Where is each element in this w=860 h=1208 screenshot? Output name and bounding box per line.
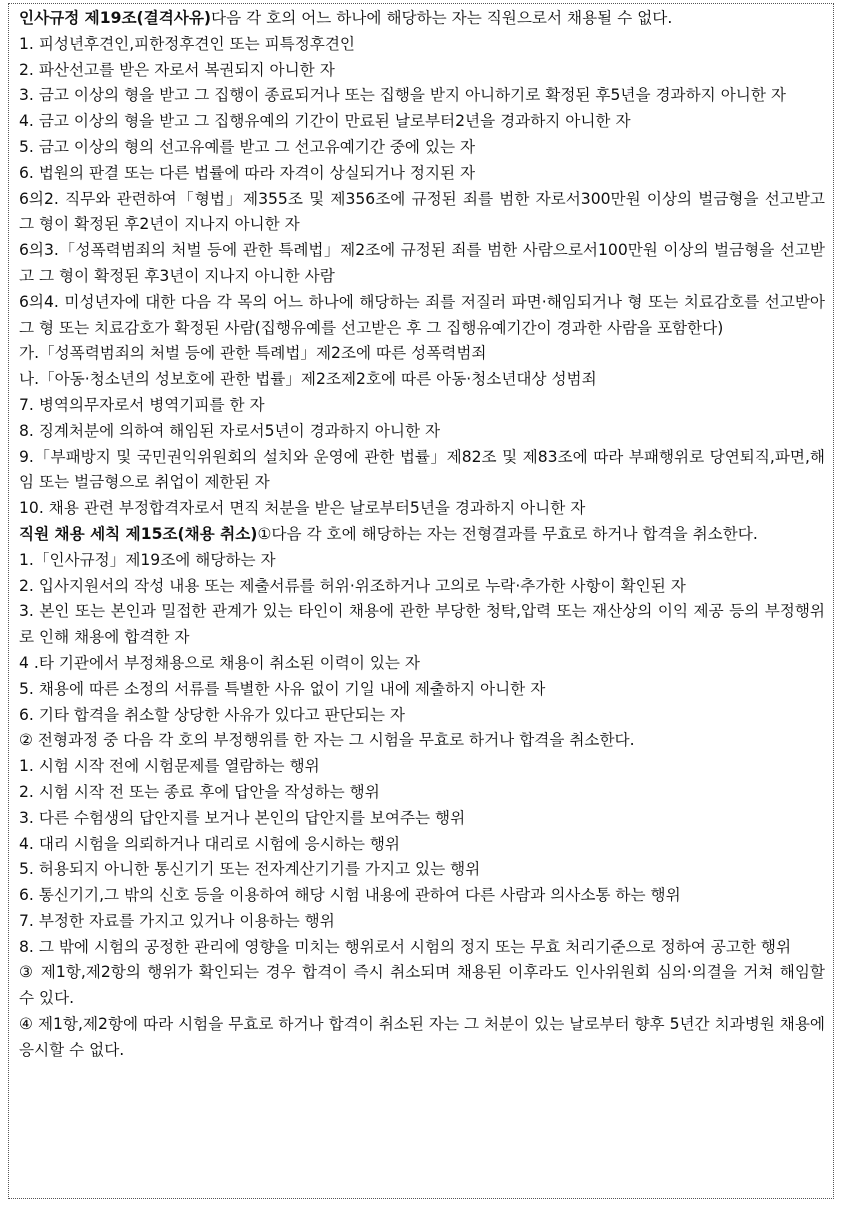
article-19-item: 1. 피성년후견인,피한정후견인 또는 피특정후견인 [19, 34, 355, 53]
article-15-item: 5. 허용되지 아니한 통신기기 또는 전자계산기기를 가지고 있는 행위 [19, 860, 481, 879]
article-19-item: 6의3.「성폭력범죄의 처벌 등에 관한 특례법」제2조에 규정된 죄를 범한 사람으로서100만원 이상의 벌금형을 선고받고 그 형이 확정된 후3년이 지나지 아니한 사람 [19, 241, 825, 285]
article-19-item: 7. 병역의무자로서 병역기피를 한 자 [19, 395, 265, 414]
article-15-title: 직원 채용 세칙 제15조(채용 취소) [19, 524, 258, 543]
article-19-intro: 다음 각 호의 어느 하나에 해당하는 자는 직원으로서 채용될 수 없다. [211, 9, 673, 27]
article-15-item: 4 .타 기관에서 부정채용으로 채용이 취소된 이력이 있는 자 [19, 653, 420, 672]
article-15-item: 2. 입사지원서의 작성 내용 또는 제출서류를 허위·위조하거나 고의로 누락·추가한 사항이 확인된 자 [19, 576, 686, 595]
article-19-item: 8. 징계처분에 의하여 해임된 자로서5년이 경과하지 아니한 자 [19, 421, 441, 440]
article-19-item: 5. 금고 이상의 형의 선고유예를 받고 그 선고유예기간 중에 있는 자 [19, 137, 476, 156]
article-19-item: 6의4. 미성년자에 대한 다음 각 목의 어느 하나에 해당하는 죄를 저질러 파면·해임되거나 형 또는 치료감호를 선고받아 그 형 또는 치료감호가 확정된 사람(집행유예를 선고받은 후 그 집행유예기간이 경과한 사람을 포함한다) [19, 292, 825, 337]
article-15-item: 6. 통신기기,그 밖의 신호 등을 이용하여 해당 시험 내용에 관하여 다른 사람과 의사소통 하는 행위 [19, 886, 681, 905]
article-19-item: 3. 금고 이상의 형을 받고 그 집행이 종료되거나 또는 집행을 받지 아니하기로 확정된 후5년을 경과하지 아니한 자 [19, 86, 786, 105]
article-19-title: 인사규정 제19조(결격사유) [19, 9, 212, 27]
article-19-subitem: 가.「성폭력범죄의 처벌 등에 관한 특례법」제2조에 따른 성폭력범죄 [19, 344, 487, 363]
article-19-item: 6. 법원의 판결 또는 다른 법률에 따라 자격이 상실되거나 정지된 자 [19, 163, 476, 182]
article-19-item: 2. 파산선고를 받은 자로서 복권되지 아니한 자 [19, 60, 335, 79]
article-15-item: 6. 기타 합격을 취소할 상당한 사유가 있다고 판단되는 자 [19, 705, 405, 724]
article-19-item: 4. 금고 이상의 형을 받고 그 집행유예의 기간이 만료된 날로부터2년을 경과하지 아니한 자 [19, 112, 631, 131]
article-15-item: 2. 시험 시작 전 또는 종료 후에 답안을 작성하는 행위 [19, 782, 380, 801]
article-15-item: 7. 부정한 자료를 가지고 있거나 이용하는 행위 [19, 911, 335, 930]
article-15-item: 1. 시험 시작 전에 시험문제를 열람하는 행위 [19, 757, 320, 776]
article-15-item: 3. 다른 수험생의 답안지를 보거나 본인의 답안지를 보여주는 행위 [19, 808, 466, 827]
article-15-paragraph: ③ 제1항,제2항의 행위가 확인되는 경우 합격이 즉시 취소되며 채용된 이후라도 인사위원회 심의·의결을 거쳐 해임할 수 있다. [19, 963, 825, 1008]
article-15-item: 8. 그 밖에 시험의 공정한 관리에 영향을 미치는 행위로서 시험의 정지 또는 무효 처리기준으로 정하여 공고한 행위 [19, 937, 792, 956]
article-15-item: 1.「인사규정」제19조에 해당하는 자 [19, 550, 276, 569]
article-15-intro: ①다음 각 호에 해당하는 자는 전형결과를 무효로 하거나 합격을 취소한다. [257, 524, 758, 543]
article-19-heading [19, 6, 825, 32]
article-19-item: 10. 채용 관련 부정합격자로서 면직 처분을 받은 날로부터5년을 경과하지 아니한 자 [19, 499, 586, 518]
article-15-heading [19, 522, 825, 548]
article-15-item: 5. 채용에 따른 소정의 서류를 특별한 사유 없이 기일 내에 제출하지 아니한 자 [19, 679, 546, 698]
article-19-subitem: 나.「아동·청소년의 성보호에 관한 법률」제2조제2호에 따른 아동·청소년대상 성범죄 [19, 370, 597, 389]
article-15-item: 4. 대리 시험을 의뢰하거나 대리로 시험에 응시하는 행위 [19, 834, 400, 853]
article-19-item: 9.「부패방지 및 국민권익위원회의 설치와 운영에 관한 법률」제82조 및 제83조에 따라 부패행위로 당연퇴직,파면,해임 또는 벌금형으로 취업이 제한된 자 [19, 447, 825, 492]
article-15-paragraph: ④ 제1항,제2항에 따라 시험을 무효로 하거나 합격이 취소된 자는 그 처분이 있는 날로부터 향후 5년간 치과병원 채용에 응시할 수 없다. [19, 1015, 825, 1059]
article-19-item: 6의2. 직무와 관련하여「형법」제355조 및 제356조에 규정된 죄를 범한 자로서300만원 이상의 벌금형을 선고받고 그 형이 확정된 후2년이 지나지 아니한 자 [19, 189, 825, 234]
regulation-text-box [8, 3, 834, 1199]
article-15-paragraph: ② 전형과정 중 다음 각 호의 부정행위를 한 자는 그 시험을 무효로 하거나 합격을 취소한다. [19, 731, 635, 750]
article-15-item: 3. 본인 또는 본인과 밀접한 관계가 있는 타인이 채용에 관한 부당한 청탁,압력 또는 재산상의 이익 제공 등의 부정행위로 인해 채용에 합격한 자 [19, 602, 825, 647]
